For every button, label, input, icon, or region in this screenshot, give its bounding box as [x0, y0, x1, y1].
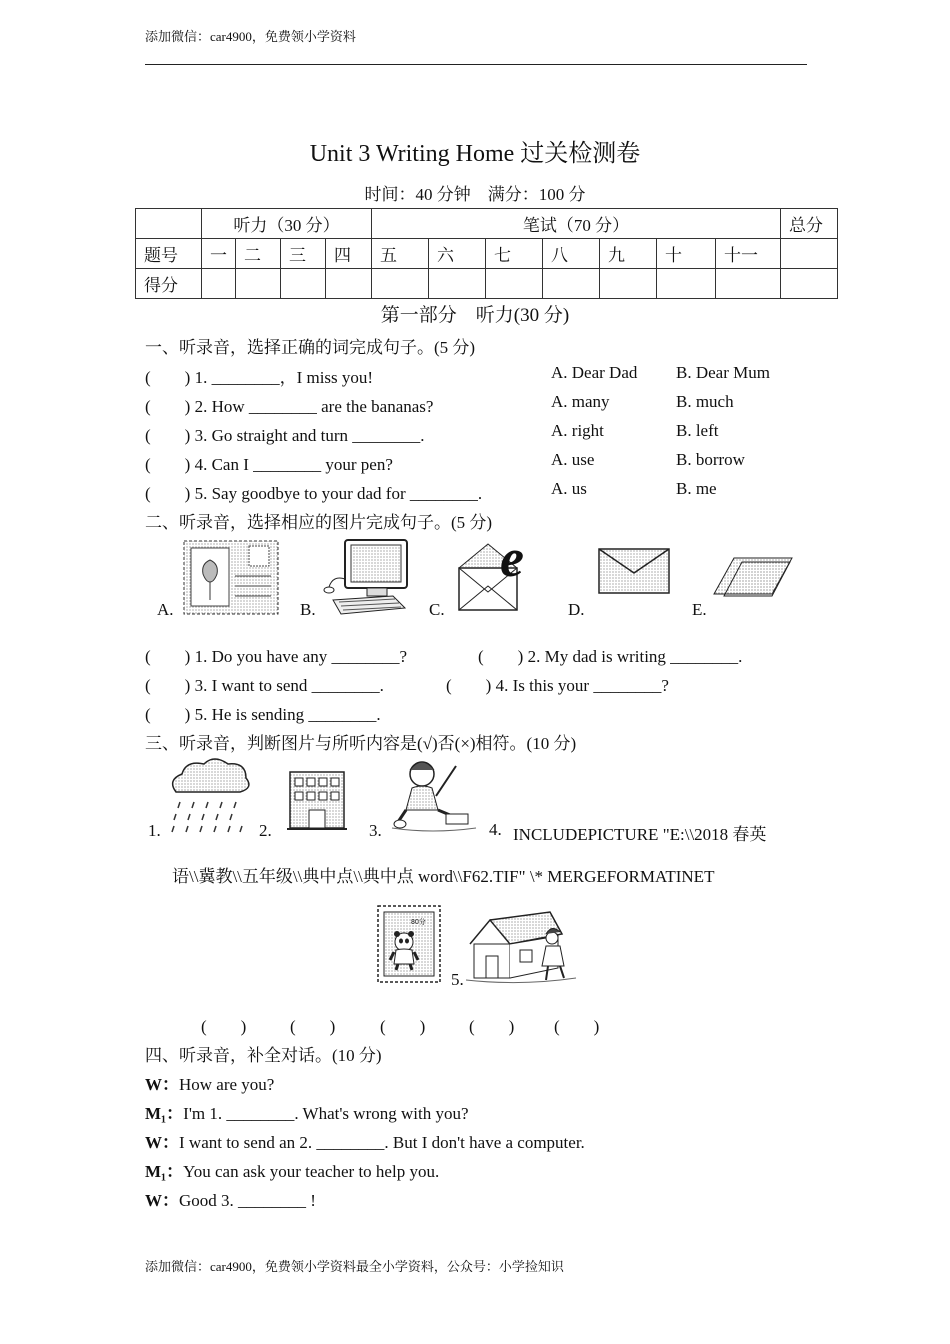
computer-icon — [323, 538, 413, 616]
listening-header: 听力（30 分） — [202, 209, 372, 239]
dialogue-line — [145, 1157, 439, 1182]
q1-option-b: B. me — [676, 479, 717, 498]
dialogue-text: How are you? — [179, 1075, 275, 1094]
q4-title: 四、听录音，补全对话。(10 分) — [145, 1046, 382, 1065]
speaker: M₁： — [145, 1162, 184, 1181]
dialogue-text: Good 3. ________ ! — [179, 1191, 316, 1210]
q2-item: ( ) 3. I want to send ________. — [145, 676, 384, 695]
speaker: W： — [145, 1191, 179, 1210]
answer-bracket[interactable]: ( ) — [201, 1017, 247, 1036]
section-number: 一 — [202, 239, 236, 269]
house-girl-icon — [466, 906, 576, 986]
part1-title: 第一部分 听力(30 分) — [380, 305, 570, 326]
q1-option-a: A. many — [551, 392, 610, 411]
header-rule — [145, 64, 807, 65]
q2-label-e: E. — [692, 600, 707, 619]
postcard-icon — [183, 540, 279, 616]
page-footer: 添加微信：car4900，免费领小学资料最全小学资料，公众号：小学捡知识 — [145, 1259, 564, 1274]
q1-option-b: B. borrow — [676, 450, 745, 469]
speaker: W： — [145, 1075, 179, 1094]
q2-item: ( ) 5. He is sending ________. — [145, 705, 381, 724]
section-number: 十 — [657, 239, 716, 269]
dialogue-line — [145, 1186, 316, 1211]
building-icon — [287, 768, 347, 832]
q1-option-b: B. left — [676, 421, 719, 440]
q3-label: 3. — [369, 821, 382, 840]
svg-text:e: e — [500, 528, 524, 588]
q2-label-d: D. — [568, 600, 585, 619]
q1-option-a: A. us — [551, 479, 587, 498]
q1-item-text: ( ) 2. How ________ are the bananas? — [145, 397, 434, 416]
speaker: W： — [145, 1133, 179, 1152]
section-number: 五 — [372, 239, 429, 269]
dialogue-line — [145, 1070, 274, 1095]
field-code-text: INCLUDEPICTURE "E:\\2018 春英 — [513, 825, 767, 844]
answer-bracket[interactable]: ( ) — [380, 1017, 426, 1036]
page-title: Unit 3 Writing Home 过关检测卷 — [309, 141, 641, 167]
row-score-label: 得分 — [136, 269, 202, 299]
score-table — [135, 208, 838, 299]
q3-label: 4. — [489, 820, 502, 839]
section-number: 二 — [236, 239, 281, 269]
section-number: 六 — [429, 239, 486, 269]
q1-option-a: A. right — [551, 421, 604, 440]
q2-item: ( ) 1. Do you have any ________? — [145, 647, 408, 666]
score-cell[interactable] — [657, 269, 716, 299]
dialogue-text: You can ask your teacher to help you. — [183, 1162, 440, 1181]
exam-info: 时间：40 分钟 满分：100 分 — [364, 185, 586, 204]
q3-title: 三、听录音，判断图片与所听内容是(√)否(×)相符。(10 分) — [145, 734, 577, 753]
q1-option-b: B. much — [676, 392, 734, 411]
section-number: 七 — [486, 239, 543, 269]
score-cell[interactable] — [429, 269, 486, 299]
dialogue-line — [145, 1128, 585, 1153]
stamp-icon — [376, 904, 442, 984]
q2-title: 二、听录音，选择相应的图片完成句子。(5 分) — [145, 513, 493, 532]
score-cell[interactable] — [372, 269, 429, 299]
q1-option-a: A. Dear Dad — [551, 363, 638, 382]
score-cell[interactable] — [716, 269, 781, 299]
speaker: M₁： — [145, 1104, 184, 1123]
letter-paper-icon — [712, 556, 794, 600]
dialogue-line — [145, 1099, 469, 1124]
section-number: 十一 — [716, 239, 781, 269]
total-header: 总分 — [781, 209, 838, 239]
section-number: 三 — [281, 239, 326, 269]
score-cell[interactable] — [600, 269, 657, 299]
q2-label-a: A. — [157, 600, 174, 619]
q1-title: 一、听录音，选择正确的词完成句子。(5 分) — [145, 338, 476, 357]
score-cell[interactable] — [236, 269, 281, 299]
answer-bracket[interactable]: ( ) — [554, 1017, 600, 1036]
q2-item: ( ) 4. Is this your ________? — [446, 676, 669, 695]
row-number-label: 题号 — [136, 239, 202, 269]
score-cell[interactable] — [281, 269, 326, 299]
answer-bracket[interactable]: ( ) — [290, 1017, 336, 1036]
rain-cloud-icon — [166, 756, 252, 836]
answer-bracket[interactable]: ( ) — [469, 1017, 515, 1036]
q2-item: ( ) 2. My dad is writing ________. — [478, 647, 743, 666]
score-cell[interactable] — [781, 269, 838, 299]
email-icon — [456, 528, 548, 614]
field-code-text: 语\\冀教\\五年级\\典中点\\典中点 word\\F62.TIF" \* MERGEFORMATINET — [172, 867, 715, 886]
q1-item-text: ( ) 3. Go straight and turn ________. — [145, 426, 425, 445]
score-cell[interactable] — [326, 269, 372, 299]
q3-label: 1. — [148, 821, 161, 840]
q2-label-c: C. — [429, 600, 445, 619]
stamp-value: 80分 — [411, 919, 426, 926]
q3-label: 2. — [259, 821, 272, 840]
section-number: 八 — [543, 239, 600, 269]
dialogue-text: I'm 1. ________. What's wrong with you? — [183, 1104, 469, 1123]
q2-label-b: B. — [300, 600, 316, 619]
envelope-icon — [597, 547, 671, 595]
writing-header: 笔试（70 分） — [372, 209, 781, 239]
q1-item-text: ( ) 1. ________，I miss you! — [145, 368, 374, 387]
q1-option-b: B. Dear Mum — [676, 363, 770, 382]
section-number: 四 — [326, 239, 372, 269]
q1-option-a: A. use — [551, 450, 595, 469]
q3-label: 5. — [451, 970, 464, 989]
score-cell[interactable] — [202, 269, 236, 299]
page-header: 添加微信：car4900，免费领小学资料 — [145, 29, 356, 44]
dialogue-text: I want to send an 2. ________. But I don't have a computer. — [179, 1133, 585, 1152]
injured-boy-icon — [392, 756, 476, 832]
q1-item-text: ( ) 4. Can I ________ your pen? — [145, 455, 393, 474]
score-cell[interactable] — [486, 269, 543, 299]
section-number: 九 — [600, 239, 657, 269]
q1-item-text: ( ) 5. Say goodbye to your dad for ________. — [145, 484, 483, 503]
score-cell[interactable] — [543, 269, 600, 299]
